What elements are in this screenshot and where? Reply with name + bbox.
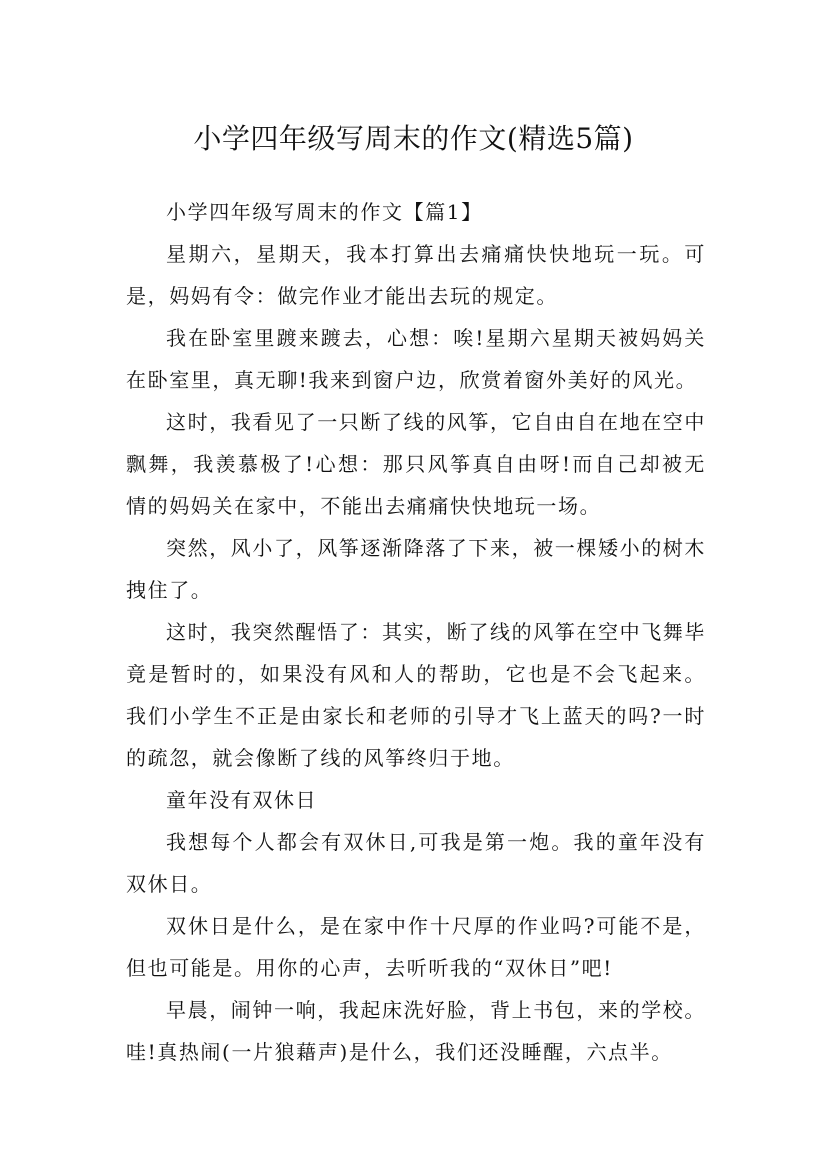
paragraph: 星期六，星期天，我本打算出去痛痛快快地玩一玩。可是，妈妈有令：做完作业才能出去玩的规定。 (126, 242, 706, 308)
paragraph: 早晨，闹钟一响，我起床洗好脸，背上书包，来的学校。哇!真热闹(一片狼藉声)是什么，我们还没睡醒，六点半。 (126, 998, 706, 1064)
paragraph: 双休日是什么，是在家中作十尺厚的作业吗?可能不是，但也可能是。用你的心声，去听听我的“双休日”吧! (126, 914, 706, 980)
paragraph-subtitle: 童年没有双休日 (166, 788, 318, 812)
paragraph: 这时，我突然醒悟了：其实，断了线的风筝在空中飞舞毕竟是暂时的，如果没有风和人的帮助，它也是不会飞起来。我们小学生不正是由家长和老师的引导才飞上蓝天的吗?一时的疏忽，就会像断了线的风筝终归于地。 (126, 620, 706, 770)
document-title: 小学四年级写周末的作文(精选5篇) (193, 121, 634, 155)
paragraph: 这时，我看见了一只断了线的风筝，它自由自在地在空中飘舞，我羡慕极了!心想：那只风筝真自由呀!而自己却被无情的妈妈关在家中，不能出去痛痛快快地玩一场。 (126, 410, 706, 518)
paragraph: 我在卧室里踱来踱去，心想：唉!星期六星期天被妈妈关在卧室里，真无聊!我来到窗户边，欣赏着窗外美好的风光。 (126, 326, 706, 392)
paragraph-section-heading: 小学四年级写周末的作文【篇1】 (166, 200, 483, 224)
paragraph: 突然，风小了，风筝逐渐降落了下来，被一棵矮小的树木拽住了。 (126, 536, 706, 602)
paragraph: 我想每个人都会有双休日,可我是第一炮。我的童年没有双休日。 (126, 830, 706, 896)
document-body (126, 191, 706, 1073)
